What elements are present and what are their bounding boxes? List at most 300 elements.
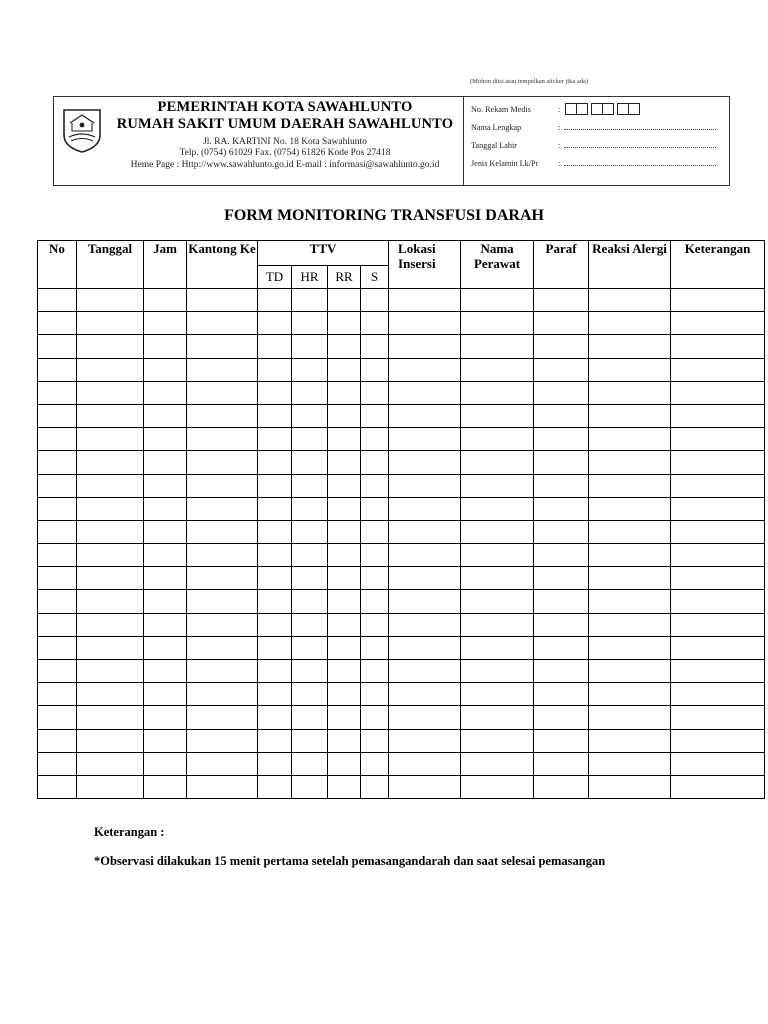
table-cell[interactable] — [389, 683, 461, 706]
table-cell[interactable] — [461, 636, 534, 659]
table-cell[interactable] — [461, 590, 534, 613]
table-cell[interactable] — [534, 752, 589, 775]
table-cell[interactable] — [328, 497, 361, 520]
table-cell[interactable] — [461, 474, 534, 497]
table-cell[interactable] — [361, 451, 389, 474]
table-cell[interactable] — [144, 636, 187, 659]
table-cell[interactable] — [38, 312, 77, 335]
table-cell[interactable] — [361, 613, 389, 636]
table-cell[interactable] — [534, 381, 589, 404]
table-cell[interactable] — [187, 289, 258, 312]
table-cell[interactable] — [258, 706, 292, 729]
table-cell[interactable] — [328, 451, 361, 474]
table-cell[interactable] — [589, 312, 671, 335]
table-cell[interactable] — [461, 544, 534, 567]
table-cell[interactable] — [361, 636, 389, 659]
table-cell[interactable] — [534, 428, 589, 451]
table-cell[interactable] — [461, 613, 534, 636]
table-cell[interactable] — [328, 520, 361, 543]
table-cell[interactable] — [534, 520, 589, 543]
table-cell[interactable] — [292, 660, 328, 683]
table-cell[interactable] — [389, 775, 461, 798]
table-cell[interactable] — [328, 590, 361, 613]
table-cell[interactable] — [38, 660, 77, 683]
table-cell[interactable] — [389, 358, 461, 381]
table-cell[interactable] — [589, 474, 671, 497]
table-cell[interactable] — [38, 775, 77, 798]
table-cell[interactable] — [187, 474, 258, 497]
table-cell[interactable] — [77, 404, 144, 427]
table-cell[interactable] — [292, 358, 328, 381]
table-cell[interactable] — [534, 613, 589, 636]
table-cell[interactable] — [77, 335, 144, 358]
table-cell[interactable] — [77, 706, 144, 729]
table-cell[interactable] — [389, 404, 461, 427]
table-cell[interactable] — [328, 289, 361, 312]
table-cell[interactable] — [144, 312, 187, 335]
table-cell[interactable] — [187, 636, 258, 659]
table-cell[interactable] — [144, 752, 187, 775]
table-cell[interactable] — [144, 358, 187, 381]
table-cell[interactable] — [461, 706, 534, 729]
table-cell[interactable] — [292, 636, 328, 659]
table-cell[interactable] — [144, 729, 187, 752]
table-cell[interactable] — [389, 289, 461, 312]
table-cell[interactable] — [328, 335, 361, 358]
table-cell[interactable] — [144, 706, 187, 729]
table-cell[interactable] — [292, 381, 328, 404]
table-cell[interactable] — [389, 752, 461, 775]
table-cell[interactable] — [292, 613, 328, 636]
table-cell[interactable] — [589, 381, 671, 404]
table-cell[interactable] — [534, 567, 589, 590]
table-cell[interactable] — [258, 544, 292, 567]
table-cell[interactable] — [361, 752, 389, 775]
table-cell[interactable] — [292, 706, 328, 729]
table-cell[interactable] — [589, 683, 671, 706]
table-cell[interactable] — [292, 312, 328, 335]
table-cell[interactable] — [292, 729, 328, 752]
table-cell[interactable] — [38, 358, 77, 381]
table-cell[interactable] — [38, 567, 77, 590]
table-cell[interactable] — [671, 636, 765, 659]
table-cell[interactable] — [589, 404, 671, 427]
table-cell[interactable] — [589, 590, 671, 613]
table-cell[interactable] — [292, 683, 328, 706]
table-cell[interactable] — [389, 520, 461, 543]
table-cell[interactable] — [258, 775, 292, 798]
table-cell[interactable] — [258, 590, 292, 613]
table-cell[interactable] — [38, 289, 77, 312]
table-cell[interactable] — [144, 428, 187, 451]
table-cell[interactable] — [77, 613, 144, 636]
table-cell[interactable] — [38, 451, 77, 474]
table-cell[interactable] — [328, 636, 361, 659]
table-cell[interactable] — [461, 289, 534, 312]
table-cell[interactable] — [292, 590, 328, 613]
table-cell[interactable] — [589, 660, 671, 683]
table-cell[interactable] — [144, 567, 187, 590]
table-cell[interactable] — [389, 335, 461, 358]
table-cell[interactable] — [328, 706, 361, 729]
table-cell[interactable] — [671, 520, 765, 543]
table-cell[interactable] — [38, 335, 77, 358]
table-cell[interactable] — [671, 474, 765, 497]
table-cell[interactable] — [671, 404, 765, 427]
table-cell[interactable] — [534, 590, 589, 613]
table-cell[interactable] — [361, 381, 389, 404]
table-cell[interactable] — [258, 451, 292, 474]
table-cell[interactable] — [671, 775, 765, 798]
table-cell[interactable] — [389, 474, 461, 497]
table-cell[interactable] — [328, 312, 361, 335]
table-cell[interactable] — [77, 474, 144, 497]
table-cell[interactable] — [187, 660, 258, 683]
table-cell[interactable] — [389, 451, 461, 474]
table-cell[interactable] — [144, 404, 187, 427]
table-cell[interactable] — [361, 544, 389, 567]
table-cell[interactable] — [144, 544, 187, 567]
table-cell[interactable] — [671, 752, 765, 775]
table-cell[interactable] — [187, 544, 258, 567]
table-cell[interactable] — [589, 358, 671, 381]
table-cell[interactable] — [77, 381, 144, 404]
table-cell[interactable] — [671, 590, 765, 613]
table-cell[interactable] — [361, 729, 389, 752]
table-cell[interactable] — [77, 520, 144, 543]
table-cell[interactable] — [461, 312, 534, 335]
table-cell[interactable] — [258, 289, 292, 312]
table-cell[interactable] — [38, 474, 77, 497]
table-cell[interactable] — [361, 520, 389, 543]
hospital-address: Jl. RA. KARTINI No. 18 Kota Sawahlunto — [203, 136, 367, 147]
table-cell[interactable] — [187, 752, 258, 775]
table-cell[interactable] — [292, 497, 328, 520]
table-cell[interactable] — [328, 775, 361, 798]
table-cell[interactable] — [534, 451, 589, 474]
table-cell[interactable] — [671, 683, 765, 706]
table-cell[interactable] — [389, 428, 461, 451]
table-cell[interactable] — [671, 289, 765, 312]
table-cell[interactable] — [671, 335, 765, 358]
table-cell[interactable] — [461, 775, 534, 798]
table-cell[interactable] — [77, 289, 144, 312]
table-cell[interactable] — [589, 729, 671, 752]
table-cell[interactable] — [77, 660, 144, 683]
table-cell[interactable] — [187, 567, 258, 590]
table-cell[interactable] — [258, 335, 292, 358]
table-cell[interactable] — [258, 683, 292, 706]
table-cell[interactable] — [589, 335, 671, 358]
table-cell[interactable] — [361, 289, 389, 312]
col-header-reaksi: Reaksi Alergi — [589, 241, 671, 289]
table-cell[interactable] — [389, 613, 461, 636]
full-name-field[interactable] — [564, 129, 716, 130]
table-cell[interactable] — [38, 404, 77, 427]
table-cell[interactable] — [328, 660, 361, 683]
table-cell[interactable] — [328, 544, 361, 567]
table-cell[interactable] — [144, 497, 187, 520]
table-cell[interactable] — [77, 752, 144, 775]
table-cell[interactable] — [389, 590, 461, 613]
table-cell[interactable] — [589, 544, 671, 567]
table-cell[interactable] — [389, 497, 461, 520]
table-cell[interactable] — [589, 451, 671, 474]
table-cell[interactable] — [461, 404, 534, 427]
government-name: PEMERINTAH KOTA SAWAHLUNTO — [157, 99, 413, 115]
table-cell[interactable] — [328, 613, 361, 636]
col-header-rr: RR — [328, 266, 361, 289]
table-cell[interactable] — [187, 683, 258, 706]
table-cell[interactable] — [328, 683, 361, 706]
table-cell[interactable] — [38, 729, 77, 752]
table-row — [38, 520, 765, 543]
table-cell[interactable] — [671, 613, 765, 636]
table-cell[interactable] — [187, 590, 258, 613]
table-cell[interactable] — [258, 613, 292, 636]
table-cell[interactable] — [534, 289, 589, 312]
table-cell[interactable] — [258, 567, 292, 590]
table-cell[interactable] — [589, 567, 671, 590]
table-cell[interactable] — [534, 706, 589, 729]
table-cell[interactable] — [77, 590, 144, 613]
table-cell[interactable] — [77, 451, 144, 474]
table-cell[interactable] — [38, 428, 77, 451]
table-cell[interactable] — [187, 335, 258, 358]
table-cell[interactable] — [258, 358, 292, 381]
table-cell[interactable] — [461, 660, 534, 683]
table-cell[interactable] — [589, 752, 671, 775]
table-cell[interactable] — [589, 775, 671, 798]
table-cell[interactable] — [389, 312, 461, 335]
table-cell[interactable] — [361, 428, 389, 451]
table-cell[interactable] — [328, 729, 361, 752]
table-cell[interactable] — [38, 381, 77, 404]
table-cell[interactable] — [77, 567, 144, 590]
table-cell[interactable] — [461, 358, 534, 381]
table-cell[interactable] — [258, 520, 292, 543]
table-cell[interactable] — [361, 312, 389, 335]
table-cell[interactable] — [187, 404, 258, 427]
table-cell[interactable] — [258, 752, 292, 775]
table-cell[interactable] — [534, 544, 589, 567]
table-cell[interactable] — [389, 729, 461, 752]
table-cell[interactable] — [38, 497, 77, 520]
table-cell[interactable] — [292, 428, 328, 451]
table-cell[interactable] — [534, 729, 589, 752]
col-header-paraf: Paraf — [534, 241, 589, 289]
table-cell[interactable] — [461, 752, 534, 775]
table-cell[interactable] — [77, 775, 144, 798]
table-cell[interactable] — [258, 474, 292, 497]
table-cell[interactable] — [589, 706, 671, 729]
table-cell[interactable] — [534, 497, 589, 520]
table-cell[interactable] — [144, 520, 187, 543]
table-cell[interactable] — [361, 775, 389, 798]
table-cell[interactable] — [534, 474, 589, 497]
table-cell[interactable] — [187, 312, 258, 335]
table-cell[interactable] — [534, 683, 589, 706]
table-cell[interactable] — [187, 497, 258, 520]
table-cell[interactable] — [187, 428, 258, 451]
table-cell[interactable] — [144, 660, 187, 683]
table-cell[interactable] — [534, 775, 589, 798]
table-cell[interactable] — [534, 660, 589, 683]
table-cell[interactable] — [361, 567, 389, 590]
table-cell[interactable] — [144, 381, 187, 404]
table-cell[interactable] — [461, 335, 534, 358]
table-cell[interactable] — [589, 289, 671, 312]
table-cell[interactable] — [38, 752, 77, 775]
table-cell[interactable] — [292, 775, 328, 798]
table-cell[interactable] — [258, 404, 292, 427]
table-cell[interactable] — [389, 567, 461, 590]
table-cell[interactable] — [389, 660, 461, 683]
table-cell[interactable] — [534, 312, 589, 335]
birth-date-field[interactable] — [564, 147, 716, 148]
table-cell[interactable] — [187, 451, 258, 474]
table-cell[interactable] — [77, 636, 144, 659]
table-cell[interactable] — [361, 358, 389, 381]
table-cell[interactable] — [589, 636, 671, 659]
table-cell[interactable] — [461, 683, 534, 706]
table-row — [38, 497, 765, 520]
table-cell[interactable] — [144, 289, 187, 312]
table-cell[interactable] — [671, 660, 765, 683]
table-cell[interactable] — [292, 404, 328, 427]
table-cell[interactable] — [589, 497, 671, 520]
table-cell[interactable] — [258, 312, 292, 335]
table-cell[interactable] — [461, 520, 534, 543]
table-cell[interactable] — [258, 497, 292, 520]
table-cell[interactable] — [77, 544, 144, 567]
table-cell[interactable] — [77, 683, 144, 706]
table-cell[interactable] — [328, 474, 361, 497]
table-cell[interactable] — [38, 683, 77, 706]
table-cell[interactable] — [389, 544, 461, 567]
table-cell[interactable] — [292, 289, 328, 312]
table-cell[interactable] — [328, 428, 361, 451]
table-cell[interactable] — [258, 729, 292, 752]
table-cell[interactable] — [389, 381, 461, 404]
table-cell[interactable] — [187, 729, 258, 752]
table-cell[interactable] — [187, 381, 258, 404]
gender-field[interactable] — [564, 165, 716, 166]
table-cell[interactable] — [144, 335, 187, 358]
table-cell[interactable] — [671, 567, 765, 590]
table-cell[interactable] — [589, 520, 671, 543]
col-header-s: S — [361, 266, 389, 289]
table-cell[interactable] — [328, 752, 361, 775]
table-cell[interactable] — [534, 404, 589, 427]
table-cell[interactable] — [77, 729, 144, 752]
table-cell[interactable] — [187, 775, 258, 798]
table-cell[interactable] — [258, 428, 292, 451]
table-cell[interactable] — [461, 451, 534, 474]
table-cell[interactable] — [77, 497, 144, 520]
table-cell[interactable] — [144, 613, 187, 636]
table-cell[interactable] — [328, 567, 361, 590]
table-cell[interactable] — [144, 451, 187, 474]
table-cell[interactable] — [328, 358, 361, 381]
table-cell[interactable] — [361, 474, 389, 497]
col-header-kantong: Kantong Ke — [187, 241, 258, 289]
table-cell[interactable] — [361, 590, 389, 613]
table-cell[interactable] — [671, 544, 765, 567]
table-cell[interactable] — [461, 428, 534, 451]
table-cell[interactable] — [461, 567, 534, 590]
table-cell[interactable] — [258, 636, 292, 659]
table-cell[interactable] — [292, 752, 328, 775]
table-cell[interactable] — [671, 729, 765, 752]
table-cell[interactable] — [461, 381, 534, 404]
table-cell[interactable] — [671, 358, 765, 381]
table-cell[interactable] — [144, 683, 187, 706]
table-cell[interactable] — [361, 683, 389, 706]
table-cell[interactable] — [77, 312, 144, 335]
table-cell[interactable] — [292, 544, 328, 567]
table-cell[interactable] — [671, 497, 765, 520]
table-cell[interactable] — [38, 520, 77, 543]
table-cell[interactable] — [77, 428, 144, 451]
table-cell[interactable] — [292, 474, 328, 497]
table-cell[interactable] — [589, 428, 671, 451]
table-cell[interactable] — [144, 474, 187, 497]
table-cell[interactable] — [77, 358, 144, 381]
table-cell[interactable] — [389, 636, 461, 659]
table-cell[interactable] — [258, 660, 292, 683]
table-cell[interactable] — [292, 567, 328, 590]
table-cell[interactable] — [328, 404, 361, 427]
table-cell[interactable] — [534, 358, 589, 381]
table-cell[interactable] — [534, 636, 589, 659]
table-cell[interactable] — [258, 381, 292, 404]
table-cell[interactable] — [361, 335, 389, 358]
table-cell[interactable] — [671, 312, 765, 335]
table-cell[interactable] — [38, 706, 77, 729]
table-cell[interactable] — [361, 706, 389, 729]
medical-record-boxes[interactable] — [565, 103, 643, 115]
table-cell[interactable] — [187, 520, 258, 543]
table-cell[interactable] — [187, 358, 258, 381]
table-cell[interactable] — [38, 544, 77, 567]
table-cell[interactable] — [361, 404, 389, 427]
table-cell[interactable] — [144, 590, 187, 613]
table-cell[interactable] — [671, 706, 765, 729]
table-cell[interactable] — [328, 381, 361, 404]
table-cell[interactable] — [361, 660, 389, 683]
table-cell[interactable] — [389, 706, 461, 729]
table-cell[interactable] — [187, 706, 258, 729]
header-divider — [463, 97, 464, 185]
table-cell[interactable] — [461, 497, 534, 520]
table-cell[interactable] — [461, 729, 534, 752]
table-cell[interactable] — [144, 775, 187, 798]
table-cell[interactable] — [292, 451, 328, 474]
table-cell[interactable] — [187, 613, 258, 636]
table-cell[interactable] — [589, 613, 671, 636]
table-cell[interactable] — [38, 636, 77, 659]
table-cell[interactable] — [671, 428, 765, 451]
table-cell[interactable] — [671, 381, 765, 404]
table-cell[interactable] — [671, 451, 765, 474]
table-cell[interactable] — [38, 590, 77, 613]
table-cell[interactable] — [534, 335, 589, 358]
table-cell[interactable] — [361, 497, 389, 520]
table-cell[interactable] — [292, 520, 328, 543]
table-cell[interactable] — [38, 613, 77, 636]
table-cell[interactable] — [292, 335, 328, 358]
